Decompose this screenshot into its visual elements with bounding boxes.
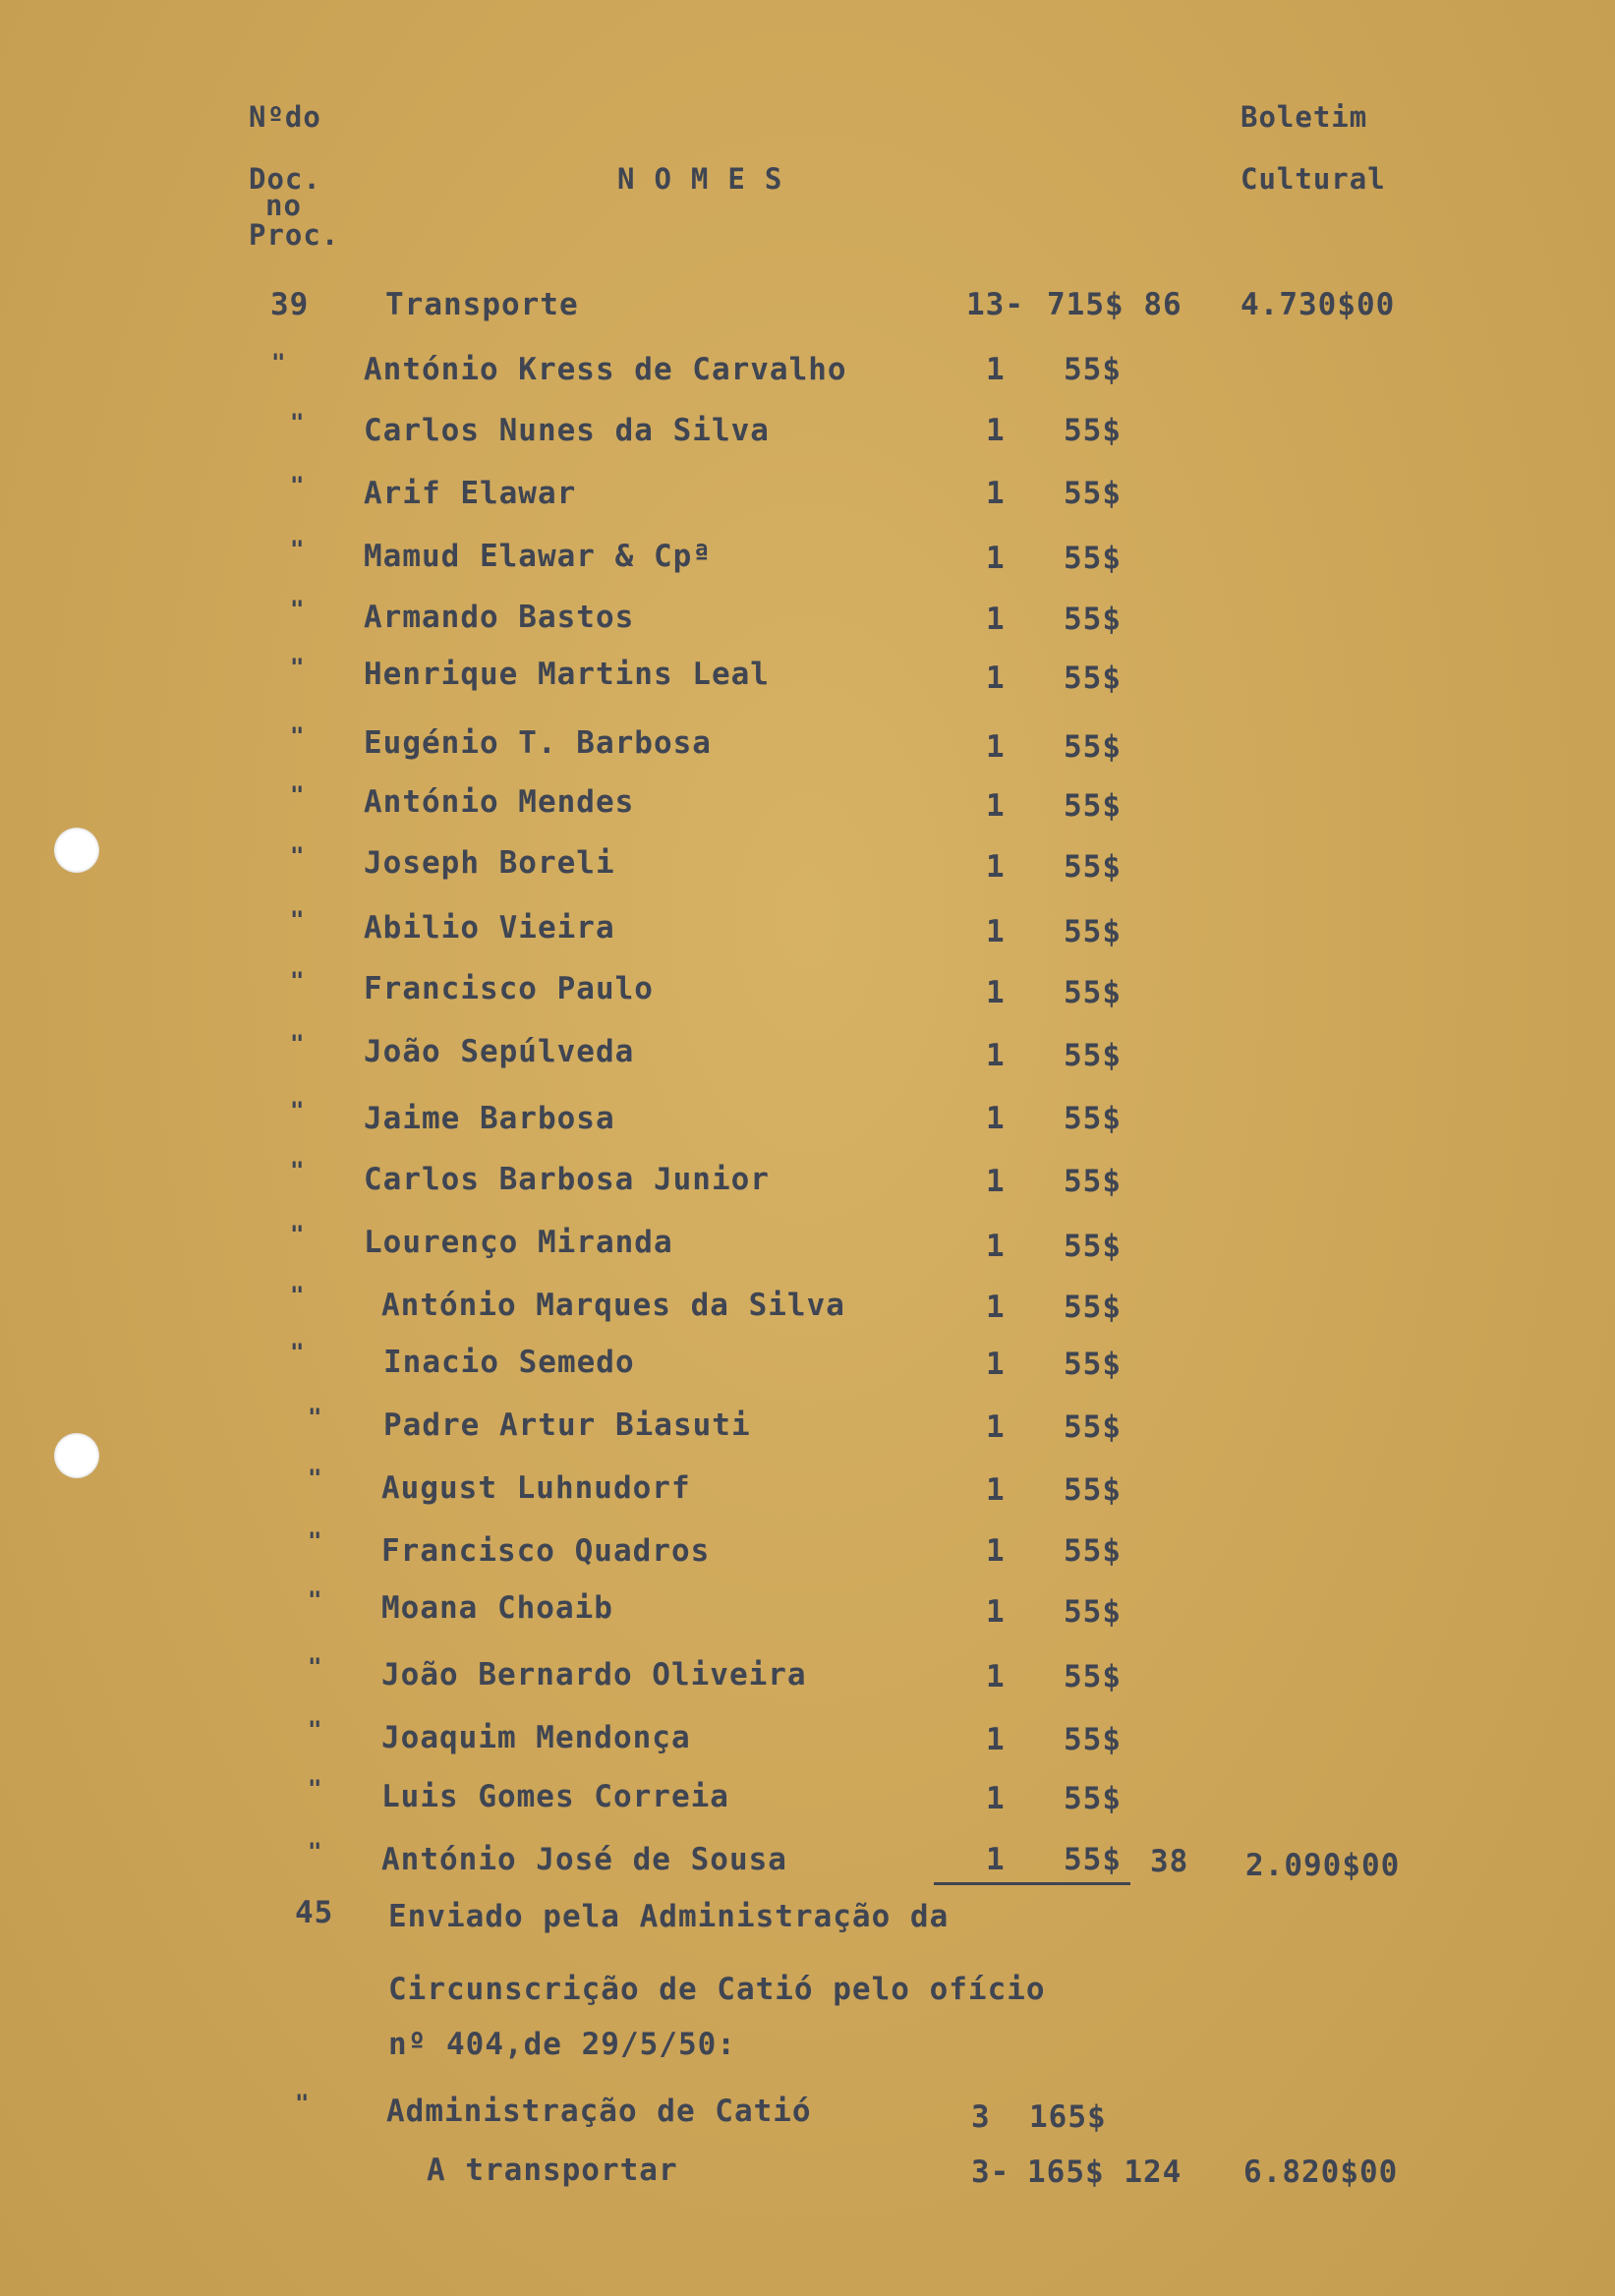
punch-hole-bottom: [54, 1433, 99, 1478]
entry-qty: 1: [986, 1347, 1006, 1382]
entry-qty: 1: [986, 788, 1006, 824]
entry-amount: 55$: [1064, 914, 1122, 949]
entry-doc: ": [308, 1775, 323, 1803]
entry-qty: 1: [986, 1101, 1006, 1136]
note-doc: 45: [295, 1895, 334, 1930]
entry-qty: 1: [986, 413, 1006, 448]
entry-amount: 55$: [1064, 1164, 1122, 1199]
entry-qty: 1: [986, 352, 1006, 387]
footer-label: A transportar: [427, 2152, 678, 2188]
entry-name: Carlos Nunes da Silva: [364, 413, 770, 448]
entry-qty: 1: [986, 1842, 1006, 1877]
entry-doc: ": [308, 1404, 323, 1431]
admin-doc: ": [295, 2090, 311, 2117]
admin-name: Administração de Catió: [386, 2094, 812, 2129]
entry-qty: 1: [986, 1038, 1006, 1073]
entry-doc: ": [290, 536, 306, 563]
entry-amount: 55$: [1064, 849, 1122, 885]
entry-name: Carlos Barbosa Junior: [364, 1162, 770, 1197]
transport-doc: 39: [270, 287, 310, 322]
transport-total: 4.730$00: [1240, 287, 1396, 322]
entry-doc: ": [308, 1527, 323, 1555]
entry-doc: ": [290, 722, 306, 750]
entry-qty: 1: [986, 975, 1006, 1010]
entry-doc: ": [290, 906, 306, 934]
entry-amount: 55$: [1064, 729, 1122, 765]
entry-amount: 55$: [1064, 1722, 1122, 1757]
entry-doc: ": [290, 472, 306, 499]
entry-name: August Luhnudorf: [381, 1470, 691, 1506]
entry-amount: 55$: [1064, 352, 1122, 387]
entry-amount: 55$: [1064, 1409, 1122, 1445]
entry-name: Armando Bastos: [364, 600, 635, 635]
entry-name: António José de Sousa: [381, 1842, 787, 1877]
note-line1: Enviado pela Administração da: [388, 1899, 950, 1934]
entry-qty: 1: [986, 660, 1006, 696]
entry-doc: ": [290, 654, 306, 681]
entry-amount: 55$: [1064, 660, 1122, 696]
entry-doc: ": [290, 1339, 306, 1366]
entry-amount: 55$: [1064, 1533, 1122, 1569]
entry-amount: 55$: [1064, 1038, 1122, 1073]
entry-amount: 55$: [1064, 1781, 1122, 1816]
footer-total: 6.820$00: [1243, 2154, 1399, 2190]
footer-qty: 3-: [971, 2154, 1010, 2190]
transport-qty: 13-: [966, 287, 1024, 322]
entry-doc: ": [308, 1586, 323, 1614]
entry-doc: ": [308, 1653, 323, 1681]
entry-amount: 55$: [1064, 1229, 1122, 1264]
note-line3: nº 404,de 29/5/50:: [388, 2027, 736, 2062]
entry-doc: ": [290, 1030, 306, 1058]
entry-name: António Marques da Silva: [381, 1288, 845, 1323]
entry-doc: ": [290, 1282, 306, 1309]
admin-amount: 165$: [1029, 2099, 1107, 2135]
entry-amount: 55$: [1064, 1842, 1122, 1877]
entry-amount: 55$: [1064, 602, 1122, 637]
entry-doc: ": [290, 967, 306, 995]
entry-name: Mamud Elawar & Cpª: [364, 539, 712, 574]
header-doc-line4: Proc.: [249, 218, 340, 252]
entry-name: Jaime Barbosa: [364, 1101, 615, 1136]
header-doc-line1: Nºdo: [249, 100, 321, 134]
entry-name: Henrique Martins Leal: [364, 657, 770, 692]
entry-name: Luis Gomes Correia: [381, 1779, 729, 1814]
entry-name: Francisco Quadros: [381, 1533, 711, 1569]
entry-name: Inacio Semedo: [383, 1345, 635, 1380]
transport-amount: 715$ 86: [1047, 287, 1182, 322]
entry-doc: ": [290, 1157, 306, 1184]
entry-amount: 55$: [1064, 1290, 1122, 1325]
entry-amount: 55$: [1064, 1594, 1122, 1630]
entry-count: 38: [1150, 1844, 1189, 1879]
entry-amount: 55$: [1064, 1347, 1122, 1382]
entry-doc: ": [290, 409, 306, 436]
entry-qty: 1: [986, 1594, 1006, 1630]
entry-qty: 1: [986, 1229, 1006, 1264]
entry-doc: ": [290, 1221, 306, 1248]
entry-doc: ": [290, 781, 306, 809]
entry-qty: 1: [986, 729, 1006, 765]
transport-name: Transporte: [385, 287, 579, 322]
entry-doc: ": [290, 1097, 306, 1124]
entry-name: Joseph Boreli: [364, 845, 615, 881]
entry-name: Eugénio T. Barbosa: [364, 725, 712, 761]
entry-qty: 1: [986, 1472, 1006, 1508]
entry-name: Joaquim Mendonça: [381, 1720, 691, 1755]
entry-total: 2.090$00: [1245, 1848, 1401, 1883]
entry-doc: ": [308, 1464, 323, 1492]
header-doc-line3: no: [265, 189, 302, 222]
entry-name: Lourenço Miranda: [364, 1225, 673, 1260]
entry-name: João Sepúlveda: [364, 1034, 635, 1069]
header-names: NOMES: [617, 162, 802, 196]
footer-amount: 165$ 124: [1027, 2154, 1182, 2190]
entry-qty: 1: [986, 1409, 1006, 1445]
entry-doc: ": [308, 1716, 323, 1744]
entry-name: Moana Choaib: [381, 1590, 613, 1626]
header-boletim-line1: Boletim: [1240, 100, 1368, 134]
entry-amount: 55$: [1064, 1101, 1122, 1136]
entry-qty: 1: [986, 602, 1006, 637]
entry-qty: 1: [986, 1659, 1006, 1694]
entry-qty: 1: [986, 1781, 1006, 1816]
entry-name: Padre Artur Biasuti: [383, 1407, 751, 1443]
entry-qty: 1: [986, 1533, 1006, 1569]
entry-name: Arif Elawar: [364, 476, 577, 511]
entry-amount: 55$: [1064, 1659, 1122, 1694]
entry-doc: ": [290, 596, 306, 623]
entry-name: João Bernardo Oliveira: [381, 1657, 807, 1693]
entry-qty: 1: [986, 849, 1006, 885]
entry-qty: 1: [986, 541, 1006, 576]
note-line2: Circunscrição de Catió pelo ofício: [388, 1972, 1046, 2007]
entry-name: Francisco Paulo: [364, 971, 654, 1006]
entry-doc: ": [290, 842, 306, 870]
entry-name: António Mendes: [364, 784, 635, 820]
subtotal-underline: [934, 1882, 1130, 1885]
header-doc-line2: Doc.: [249, 162, 321, 196]
entry-qty: 1: [986, 1290, 1006, 1325]
entry-amount: 55$: [1064, 1472, 1122, 1508]
entry-qty: 1: [986, 914, 1006, 949]
entry-name: Abilio Vieira: [364, 910, 615, 946]
entry-qty: 1: [986, 1722, 1006, 1757]
entry-doc: ": [308, 1838, 323, 1866]
entry-doc: ": [271, 349, 287, 376]
header-boletim-line2: Cultural: [1240, 162, 1386, 196]
punch-hole-top: [54, 828, 99, 873]
entry-amount: 55$: [1064, 541, 1122, 576]
entry-qty: 1: [986, 1164, 1006, 1199]
entry-qty: 1: [986, 476, 1006, 511]
entry-name: António Kress de Carvalho: [364, 352, 847, 387]
entry-amount: 55$: [1064, 788, 1122, 824]
entry-amount: 55$: [1064, 975, 1122, 1010]
admin-qty: 3: [971, 2099, 991, 2135]
entry-amount: 55$: [1064, 476, 1122, 511]
entry-amount: 55$: [1064, 413, 1122, 448]
